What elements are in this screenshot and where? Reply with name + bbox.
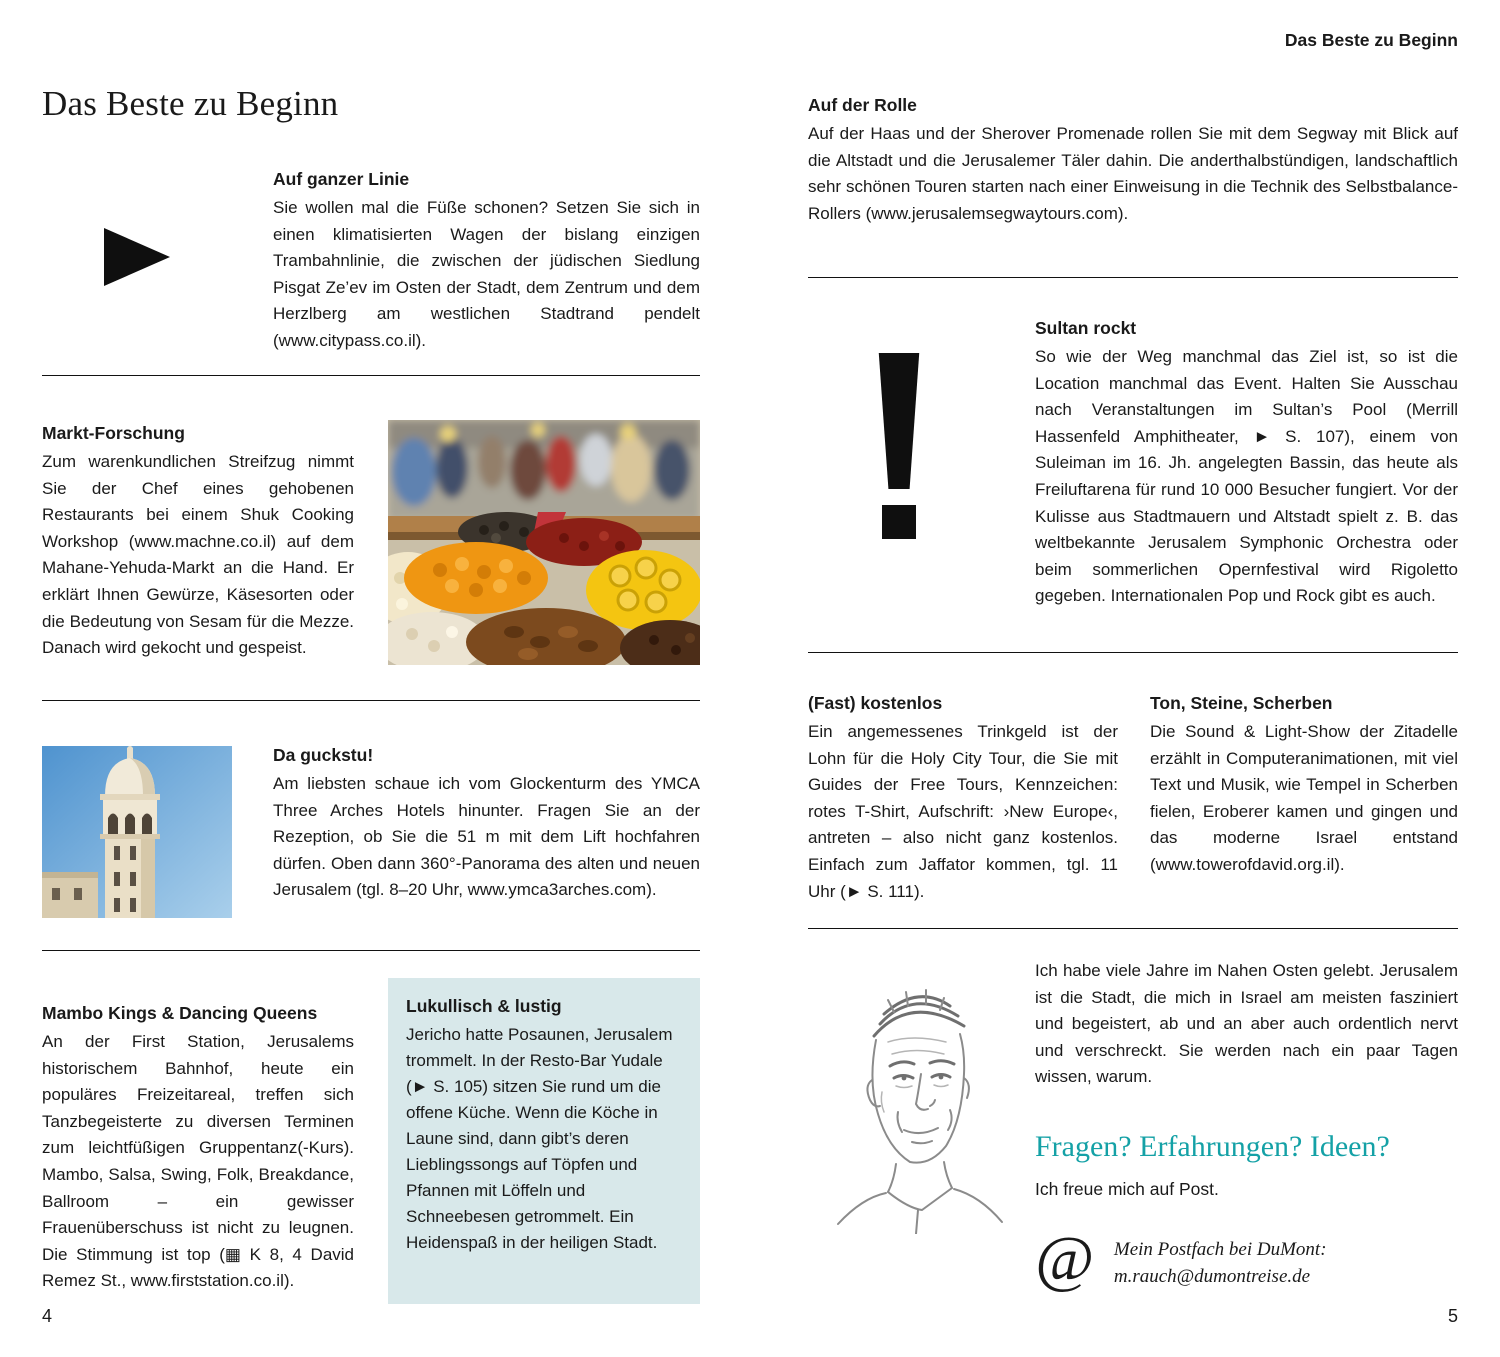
section-markt-forschung (42, 420, 700, 670)
divider (808, 652, 1458, 653)
cta-subline: Ich freue mich auf Post. (1035, 1179, 1219, 1199)
section-heading: Sultan rockt (1035, 318, 1137, 338)
contact-line-1: Mein Postfach bei DuMont: (1113, 1239, 1327, 1260)
section-two-columns (808, 690, 1458, 920)
author-statement: Ich habe viele Jahre im Nahen Osten gelebt. Jerusalem ist die Stadt, die mich in Israel am meisten fasziniert und begeistert, ab und an aber auch ordentlich nervt und verschreckt. Sie werden nach ein paar Tagen wissen, warum. (1035, 961, 1458, 1087)
market-photo (388, 420, 700, 665)
section-sultan-rockt (808, 315, 1458, 610)
author-portrait-sketch (818, 962, 1015, 1234)
tip-box-lukullisch (388, 978, 700, 1304)
divider (808, 277, 1458, 278)
section-da-guckstu (42, 742, 700, 932)
section-heading: (Fast) kostenlos (808, 693, 943, 713)
running-header: Das Beste zu Beginn (1284, 30, 1458, 50)
section-body: Am liebsten schaue ich vom Glockenturm des YMCA Three Arches Hotels hinunter. Fragen Sie an der Rezeption, ob Sie die 51 m mit dem Lift hochfahren dürfen. Oben dann 360°-Panorama des alten und neuen Jerusalem (tgl. 8–20 Uhr, www.ymca3arches.com). (273, 774, 700, 900)
section-heading: Auf ganzer Linie (273, 169, 410, 189)
contact-block (1035, 1223, 1327, 1294)
section-author (808, 958, 1458, 1318)
section-heading: Markt-Forschung (42, 423, 185, 443)
column-fast-kostenlos (808, 690, 1118, 905)
section-body: Sie wollen mal die Füße schonen? Setzen Sie sich in einen klimatisierten Wagen der bislang einzigen Trambahnlinie, die zwischen der jüdischen Siedlung Pisgat Ze’ev im Osten der Stadt, dem Zentrum und dem Herzlberg am westlichen Stadtrand pendelt (www.citypass.co.il). (273, 198, 700, 350)
section-heading: Auf der Rolle (808, 95, 917, 115)
section-body: Ein angemessenes Trinkgeld ist der Lohn für die Holy City Tour, die Sie mit Guides der Free Tours, Kennzeichen: rotes T-Shirt, Aufschrift: ›New Europe‹, antreten – also nicht ganz kostenlos. Einfach zum Jaffator kommen, tgl. 11 Uhr (► S. 111). (808, 722, 1118, 901)
cta-heading: Fragen? Erfahrungen? Ideen? (1035, 1130, 1390, 1163)
section-body: So wie der Weg manchmal das Ziel ist, so ist die Location manchmal das Event. Halten Sie Ausschau nach Veranstaltungen im Sultan’s Pool (Merrill Hassenfeld Amphitheater, ► S. 107), einem von Suleiman im 16. Jh. angelegten Bassin, das heute als Freiluftarena für rund 10 000 Besucher fungiert. Vor der Kulisse aus Stadtmauern und Altstadt spielt z. B. das weltbekannte Jerusalem Symphonic Orchestra oder beim sommerlichen Opernfestival wird Rigoletto gegeben. Internationalen Pop und Rock gibt es auch. (1035, 347, 1458, 606)
page-number-right: 5 (1447, 1306, 1458, 1326)
divider (808, 928, 1458, 929)
section-body: Zum warenkundlichen Streifzug nimmt Sie der Chef eines gehobenen Restaurants bei einem Shuk Cooking Workshop (www.machne.co.il) auf dem Mahane-Yehuda-Markt an die Hand. Er erklärt Ihnen Gewürze, Käsesorten oder die Bedeutung von Sesam für die Mezze. Danach wird gekocht und gespeist. (42, 452, 354, 658)
tip-box-heading: Lukullisch & lustig (406, 996, 562, 1016)
section-heading: Da guckstu! (273, 745, 374, 765)
left-page (42, 0, 700, 1357)
contact-line-2: m.rauch@dumontreise.de (1113, 1266, 1311, 1287)
divider (42, 950, 700, 951)
exclamation-icon (876, 353, 922, 539)
section-body: Die Sound & Light-Show der Zitadelle erzählt in Computeranimationen, mit viel Text und Musik, wie Tempel in Scherben fielen, Eroberer kamen und gingen und das moderne Israel entstand (www.towerofdavid.org.il). (1150, 722, 1458, 874)
page-title: Das Beste zu Beginn (42, 84, 339, 123)
at-icon: @ (1035, 1223, 1094, 1294)
section-heading: Ton, Steine, Scherben (1150, 693, 1333, 713)
page-number-left: 4 (42, 1306, 53, 1326)
section-body: An der First Station, Jerusalems historischem Bahnhof, heute ein populäres Freizeitareal, treffen sich Tanzbegeisterte zu diversen Terminen zum leichtfüßigen Gruppentanz(-Kurs). Mambo, Salsa, Swing, Folk, Breakdance, Ballroom – ein gewisser Frauenüberschuss ist nicht zu leugnen. Die Stimmung ist top (▦ K 8, 4 David Remez St., www.firststation.co.il). (42, 1032, 354, 1291)
section-heading: Mambo Kings & Dancing Queens (42, 1003, 318, 1023)
ymca-tower-photo (42, 746, 232, 918)
column-ton-steine-scherben (1150, 690, 1458, 879)
divider (42, 375, 700, 376)
section-auf-ganzer-linie (42, 166, 700, 355)
right-page (808, 0, 1458, 1357)
divider (42, 700, 700, 701)
section-auf-der-rolle (808, 92, 1458, 227)
tip-box-body: Jericho hatte Posaunen, Jerusalem trommelt. In der Resto-Bar Yudale (► S. 105) sitzen Sie rund um die offene Küche. Wenn die Köche in Laune sind, dann gibt’s deren Lieblingssongs auf Töpfen und Pfannen mit Löffeln und Schneebesen getrommelt. Ein Heidenspaß in der heiligen Stadt. (406, 1025, 673, 1252)
tram-line-triangle-icon (104, 228, 170, 286)
section-mambo (42, 978, 700, 1308)
section-body: Auf der Haas und der Sherover Promenade rollen Sie mit dem Segway mit Blick auf die Altstadt und die Jerusalemer Täler dahin. Die anderthalbstündigen, landschaftlich sehr schönen Touren starten nach einer Einweisung in die Technik des Selbstbalance-Rollers (www.jerusalemsegwaytours.com). (808, 124, 1458, 223)
